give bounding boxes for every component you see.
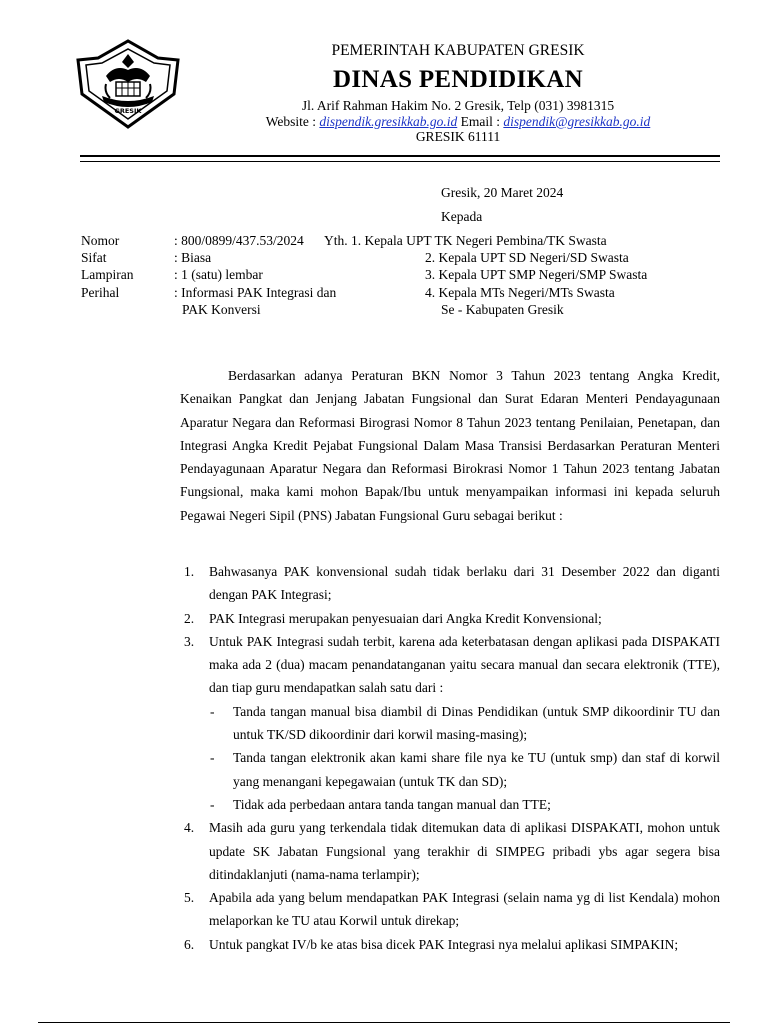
list-number: 5. (184, 890, 195, 906)
sub-list-dash: - (210, 703, 215, 719)
perihal-label: Perihal (81, 285, 120, 300)
gresik-regency-emblem (72, 38, 184, 130)
recipient-area: Se - Kabupaten Gresik (441, 302, 564, 317)
list-item-text: Untuk PAK Integrasi sudah terbit, karena ada keterbatasan dengan aplikasi pada DISPAKATI maka ada 2 (dua) macam penandatanganan yaitu secara manual dan secara elektronik (TTE), dan tiap guru mendapatkan salah satu dari : (209, 633, 720, 696)
sub-list-text: Tanda tangan elektronik akan kami share file nya ke TU (untuk smp) dan staf di korwil yang menangani kepegawaian (untuk TK dan SD); (233, 750, 720, 789)
contact-line (200, 114, 716, 130)
list-item-text: Bahwasanya PAK konvensional sudah tidak berlaku dari 31 Desember 2022 dan diganti dengan PAK Integrasi; (209, 564, 720, 603)
sub-list-dash: - (210, 796, 215, 812)
to-label: Kepada (441, 209, 483, 224)
list-item-text: Untuk pangkat IV/b ke atas bisa dicek PAK Integrasi nya melalui aplikasi SIMPAKIN; (209, 936, 679, 952)
list-item (180, 933, 720, 956)
recipient-2: 2. Kepala UPT SD Negeri/SD Swasta (425, 250, 629, 265)
website-label: Website : (265, 114, 320, 129)
letterhead-rule-thick (80, 155, 720, 157)
body-paragraph: Berdasarkan adanya Peraturan BKN Nomor 3 Tahun 2023 tentang Angka Kredit, Kenaikan Pangkat dan Jenjang Jabatan Fungsional dan Surat Edaran Menteri Pendayagunaan Aparatur Negara dan Reformasi Birograsi Nomor 8 Tahun 2023 tentang Penilaian, Penetapan, dan Integrasi Angka Kredit Pejabat Fungsional Dalam Masa Transisi Berdasarkan Peraturan Menteri Pendayagunaan Aparatur Negara dan Reformasi Birokrasi Nomor 1 Tahun 2023 tentang Jabatan Fungsional, maka kami mohon Bapak/Ibu untuk menyampaikan informasi ini kepada seluruh Pegawai Negeri Sipil (PNS) Jabatan Fungsional Guru sebagai berikut : (180, 368, 720, 523)
list-item (180, 560, 720, 607)
lampiran-value: : 1 (satu) lembar (174, 267, 263, 282)
letter-date: Gresik, 20 Maret 2024 (441, 185, 564, 200)
sifat-label: Sifat (81, 250, 107, 265)
list-number: 4. (184, 820, 195, 836)
list-number: 3. (184, 633, 195, 649)
sub-list-item (180, 793, 720, 816)
recipient-3: 3. Kepala UPT SMP Negeri/SMP Swasta (425, 267, 648, 282)
list-item (180, 607, 720, 630)
sub-list-item (180, 746, 720, 793)
city-zip: GRESIK 61111 (415, 129, 501, 144)
numbered-list (180, 560, 720, 956)
recipient-1: Yth. 1. Kepala UPT TK Negeri Pembina/TK Swasta (324, 233, 607, 248)
list-number: 1. (184, 564, 195, 579)
agency-address: Jl. Arif Rahman Hakim No. 2 Gresik, Telp (031) 3981315 (301, 98, 615, 113)
sifat-value: : Biasa (174, 250, 212, 265)
government-name: PEMERINTAH KABUPATEN GRESIK (331, 42, 585, 59)
perihal-value-line2: PAK Konversi (182, 302, 261, 317)
nomor-label: Nomor (81, 233, 120, 248)
list-item-text: Apabila ada yang belum mendapatkan PAK Integrasi (selain nama yg di list Kendala) mohon melaporkan ke TU atau Korwil untuk direkap; (209, 890, 720, 929)
email-label: Email : (457, 114, 504, 129)
list-number: 6. (184, 936, 195, 952)
list-number: 2. (184, 610, 195, 626)
email-link[interactable]: dispendik@gresikkab.go.id (503, 114, 651, 129)
letterhead-rule-thin (80, 161, 720, 162)
page-bottom-rule (38, 1022, 730, 1023)
list-item (180, 630, 720, 700)
agency-name: DINAS PENDIDIKAN (333, 66, 583, 93)
sub-list-dash: - (210, 750, 215, 766)
lampiran-label: Lampiran (81, 267, 134, 282)
recipient-4: 4. Kepala MTs Negeri/MTs Swasta (425, 285, 615, 300)
list-item-text: PAK Integrasi merupakan penyesuaian dari Angka Kredit Konvensional; (209, 610, 602, 626)
list-item (180, 886, 720, 933)
sub-list-text: Tanda tangan manual bisa diambil di Dinas Pendidikan (untuk SMP dikoordinir TU dan untuk TK/SD dikoordinir dari korwil masing-masing); (233, 703, 720, 743)
list-item-text: Masih ada guru yang terkendala tidak ditemukan data di aplikasi DISPAKATI, mohon untuk update SK Jabatan Fungsional yang terakhir di SIMPEG pribadi ybs agar segera bisa ditindaklanjuti (nama-nama terlampir); (209, 820, 720, 882)
emblem-text: GRESIK (114, 107, 142, 115)
website-link[interactable]: dispendik.gresikkab.go.id (319, 114, 458, 129)
sub-list-text: Tidak ada perbedaan antara tanda tangan manual dan TTE; (233, 796, 551, 812)
nomor-value: : 800/0899/437.53/2024 (174, 233, 304, 248)
sub-list-item (180, 700, 720, 747)
list-item (180, 816, 720, 886)
perihal-value-line1: : Informasi PAK Integrasi dan (174, 285, 337, 300)
